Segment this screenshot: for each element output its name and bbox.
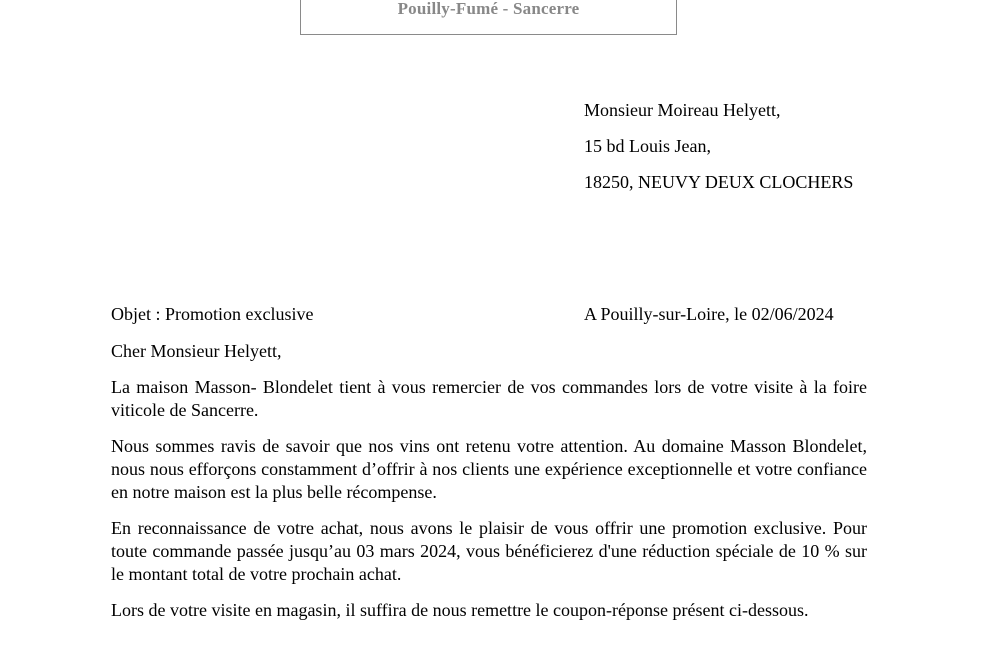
- paragraph-attention: Nous sommes ravis de savoir que nos vins ont retenu votre attention. Au domaine Masson Blondelet, nous nous efforçons constamment d’offrir à nos clients une expérience exceptionnelle et votre confiance en notre maison est la plus belle récompense.: [111, 436, 867, 502]
- letter-body: [111, 340, 867, 635]
- paragraph-thanks: La maison Masson- Blondelet tient à vous remercier de vos commandes lors de votre visite à la foire viticole de Sancerre.: [111, 377, 867, 420]
- paragraph-coupon: Lors de votre visite en magasin, il suffira de nous remettre le coupon-réponse présent ci-dessous.: [111, 600, 809, 620]
- paragraph-promotion: En reconnaissance de votre achat, nous avons le plaisir de vous offrir une promotion exclusive. Pour toute commande passée jusqu’au 03 mars 2024, vous bénéficierez d'une réduction spéciale de 10 % sur le montant total de votre prochain achat.: [111, 518, 867, 584]
- recipient-name: Monsieur Moireau Helyett,: [584, 100, 781, 120]
- recipient-city-text: 18250, NEUVY DEUX CLOCHERS: [584, 172, 854, 192]
- letter-place-date: A Pouilly-sur-Loire, le 02/06/2024: [584, 304, 834, 324]
- letter-object: Objet : Promotion exclusive: [111, 304, 314, 324]
- letterhead-subtitle: Pouilly-Fumé - Sancerre: [397, 0, 580, 18]
- recipient-city: [584, 171, 867, 194]
- recipient-street: 15 bd Louis Jean,: [584, 136, 711, 156]
- letterhead-box: [300, 0, 677, 35]
- salutation: Cher Monsieur Helyett,: [111, 341, 282, 361]
- recipient-address: [584, 99, 867, 207]
